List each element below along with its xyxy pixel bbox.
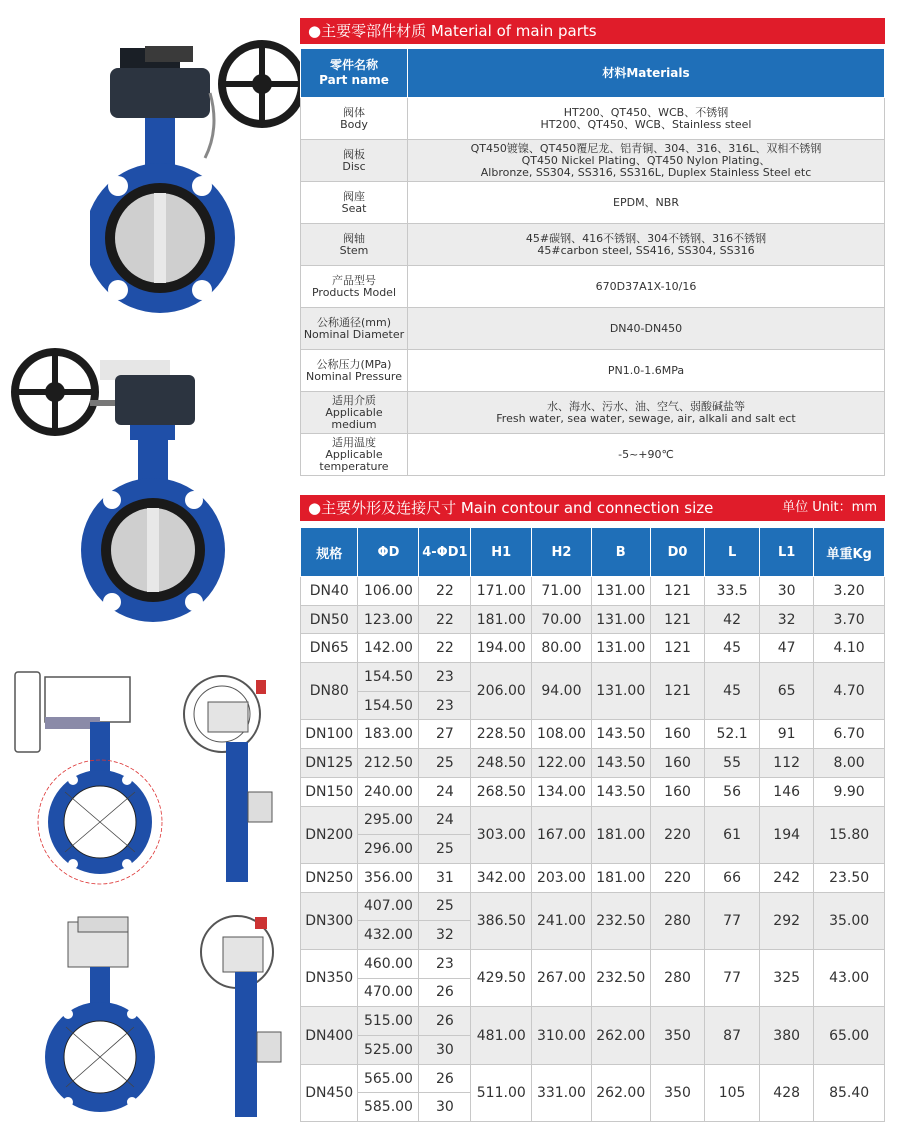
valve-photo-gear-side [10,340,240,640]
dimension-row [301,1064,885,1093]
phiD-cell: 407.00 [358,892,419,921]
b-cell: 143.50 [591,777,650,806]
h1-cell: 248.50 [471,749,532,778]
part-name-en: Applicable medium [325,405,383,431]
dim-header-cell: 4-ΦD1 [419,528,471,577]
dim-header-cell: H2 [532,528,591,577]
h2-cell: 108.00 [532,720,591,749]
material-row [301,392,885,434]
l1-cell: 146 [760,777,814,806]
h2-cell: 310.00 [532,1007,591,1064]
l-cell: 105 [705,1064,760,1121]
materials-title: ●主要零部件材质 Material of main parts [308,22,597,40]
dimensions-banner [300,495,885,521]
l-cell: 87 [705,1007,760,1064]
l1-cell: 242 [760,863,814,892]
part-name-cell [301,182,408,224]
phiD1-cell: 26 [419,1064,471,1093]
size-cell: DN450 [301,1064,358,1121]
dim-header-cell: ΦD [358,528,419,577]
phiD1-cell: 23 [419,691,471,720]
phiD1-cell: 22 [419,634,471,663]
phiD1-cell: 26 [419,978,471,1007]
material-row [301,434,885,476]
weight-cell: 35.00 [814,892,885,949]
header-materials: 材料Materials [408,49,885,98]
phiD-cell: 240.00 [358,777,419,806]
h2-cell: 134.00 [532,777,591,806]
d0-cell: 280 [650,949,704,1006]
phiD1-cell: 30 [419,1093,471,1122]
h1-cell: 481.00 [471,1007,532,1064]
material-text: 45#carbon steel, SS416, SS304, SS316 [537,243,755,257]
unit-label: 单位 Unit：mm [782,500,877,515]
weight-cell: 3.20 [814,577,885,606]
h1-cell: 228.50 [471,720,532,749]
d0-cell: 121 [650,605,704,634]
part-name-cell [301,98,408,140]
h1-cell: 511.00 [471,1064,532,1121]
material-text: PN1.0-1.6MPa [607,363,685,377]
part-name-en: Nominal Diameter [303,327,405,341]
dimensions-table [300,527,885,1122]
part-name-en: Body [340,117,368,131]
dimension-row [301,777,885,806]
material-text: HT200、QT450、WCB、不锈钢 [563,105,729,119]
b-cell: 131.00 [591,605,650,634]
phiD1-cell: 32 [419,921,471,950]
part-name-cn: 阀轴 [343,231,365,245]
dimension-row [301,892,885,921]
material-cell [408,140,885,182]
weight-cell: 3.70 [814,605,885,634]
weight-cell: 23.50 [814,863,885,892]
material-text: Fresh water, sea water, sewage, air, alkali and salt ect [496,411,796,425]
phiD1-cell: 31 [419,863,471,892]
material-row [301,266,885,308]
material-text: 670D37A1X-10/16 [595,279,697,293]
h1-cell: 429.50 [471,949,532,1006]
h2-cell: 70.00 [532,605,591,634]
part-name-en: Seat [341,201,367,215]
phiD-cell: 515.00 [358,1007,419,1036]
h1-cell: 268.50 [471,777,532,806]
dimension-row [301,863,885,892]
d0-cell: 121 [650,663,704,720]
part-name-en: Applicable temperature [319,447,389,473]
l-cell: 45 [705,634,760,663]
l1-cell: 30 [760,577,814,606]
phiD-cell: 154.50 [358,663,419,692]
size-cell: DN250 [301,863,358,892]
phiD-cell: 470.00 [358,978,419,1007]
part-name-cn: 公称通径(mm) [316,315,391,329]
phiD-cell: 565.00 [358,1064,419,1093]
b-cell: 232.50 [591,892,650,949]
l-cell: 77 [705,892,760,949]
materials-banner [300,18,885,44]
material-text: 45#碳钢、416不锈钢、304不锈钢、316不锈钢 [525,231,767,245]
phiD-cell: 123.00 [358,605,419,634]
size-cell: DN100 [301,720,358,749]
h1-cell: 181.00 [471,605,532,634]
weight-cell: 8.00 [814,749,885,778]
material-text: 水、海水、污水、油、空气、弱酸碱盐等 [547,399,745,413]
h2-cell: 80.00 [532,634,591,663]
b-cell: 131.00 [591,663,650,720]
h1-cell: 386.50 [471,892,532,949]
b-cell: 181.00 [591,863,650,892]
b-cell: 262.00 [591,1007,650,1064]
d0-cell: 350 [650,1064,704,1121]
material-text: QT450镀镍、QT450覆尼龙、铝青铜、304、316、316L、双相不锈钢 [470,141,822,155]
b-cell: 143.50 [591,749,650,778]
l-cell: 45 [705,663,760,720]
h1-cell: 206.00 [471,663,532,720]
phiD1-cell: 24 [419,806,471,835]
b-cell: 143.50 [591,720,650,749]
phiD1-cell: 25 [419,892,471,921]
part-name-cn: 适用介质 [332,393,376,407]
header-part-cn: 零件名称 [329,58,378,72]
l1-cell: 112 [760,749,814,778]
part-name-cn: 适用温度 [332,435,376,449]
l1-cell: 32 [760,605,814,634]
material-cell [408,350,885,392]
phiD-cell: 142.00 [358,634,419,663]
phiD-cell: 183.00 [358,720,419,749]
phiD1-cell: 30 [419,1036,471,1065]
h2-cell: 267.00 [532,949,591,1006]
material-text: QT450 Nickel Plating、QT450 Nylon Plating、 [521,153,771,167]
phiD1-cell: 22 [419,577,471,606]
b-cell: 232.50 [591,949,650,1006]
dimensions-title: ●主要外形及连接尺寸 Main contour and connection size [308,499,714,517]
h2-cell: 331.00 [532,1064,591,1121]
h2-cell: 241.00 [532,892,591,949]
material-cell [408,308,885,350]
material-cell [408,98,885,140]
dim-header-cell: 单重Kg [814,528,885,577]
material-cell [408,434,885,476]
l-cell: 42 [705,605,760,634]
part-name-cn: 产品型号 [332,273,376,287]
material-cell [408,224,885,266]
material-row [301,224,885,266]
material-text: EPDM、NBR [613,195,679,209]
phiD1-cell: 23 [419,949,471,978]
size-cell: DN150 [301,777,358,806]
part-name-cell [301,434,408,476]
phiD-cell: 295.00 [358,806,419,835]
size-cell: DN350 [301,949,358,1006]
b-cell: 131.00 [591,634,650,663]
size-cell: DN200 [301,806,358,863]
material-row [301,350,885,392]
part-name-cell [301,266,408,308]
drawing-front-view-1 [5,662,165,887]
phiD1-cell: 25 [419,749,471,778]
material-text: -5~+90℃ [618,447,674,461]
part-name-en: Products Model [311,285,397,299]
size-cell: DN80 [301,663,358,720]
weight-cell: 9.90 [814,777,885,806]
l-cell: 77 [705,949,760,1006]
phiD-cell: 296.00 [358,835,419,864]
dim-header-cell: D0 [650,528,704,577]
dimension-row [301,720,885,749]
part-name-cn: 公称压力(MPa) [316,357,392,371]
material-cell [408,392,885,434]
b-cell: 181.00 [591,806,650,863]
h1-cell: 194.00 [471,634,532,663]
part-name-cell [301,140,408,182]
material-text: Albronze, SS304, SS316, SS316L, Duplex Stainless Steel etc [480,165,812,179]
h1-cell: 303.00 [471,806,532,863]
drawing-front-view-2 [38,912,173,1122]
dimension-row [301,949,885,978]
dim-header-cell: L [705,528,760,577]
drawing-side-view-1 [170,672,280,887]
l1-cell: 325 [760,949,814,1006]
valve-photo-gear-top [90,18,300,333]
weight-cell: 43.00 [814,949,885,1006]
phiD-cell: 585.00 [358,1093,419,1122]
h2-cell: 203.00 [532,863,591,892]
h2-cell: 167.00 [532,806,591,863]
phiD1-cell: 22 [419,605,471,634]
phiD-cell: 106.00 [358,577,419,606]
phiD1-cell: 25 [419,835,471,864]
part-name-cell [301,392,408,434]
material-cell [408,266,885,308]
illustration-column [0,0,300,1131]
h2-cell: 94.00 [532,663,591,720]
part-name-en: Stem [339,243,369,257]
part-name-cn: 阀体 [343,105,365,119]
d0-cell: 121 [650,634,704,663]
l1-cell: 47 [760,634,814,663]
dimension-row [301,605,885,634]
material-row [301,140,885,182]
phiD1-cell: 27 [419,720,471,749]
h2-cell: 122.00 [532,749,591,778]
weight-cell: 85.40 [814,1064,885,1121]
size-cell: DN300 [301,892,358,949]
d0-cell: 160 [650,777,704,806]
l1-cell: 292 [760,892,814,949]
b-cell: 131.00 [591,577,650,606]
weight-cell: 4.70 [814,663,885,720]
dimension-row [301,806,885,835]
drawing-side-view-2 [185,912,285,1122]
part-name-cn: 阀板 [343,147,365,161]
b-cell: 262.00 [591,1064,650,1121]
phiD-cell: 525.00 [358,1036,419,1065]
size-cell: DN125 [301,749,358,778]
phiD1-cell: 23 [419,663,471,692]
phiD-cell: 212.50 [358,749,419,778]
l1-cell: 194 [760,806,814,863]
material-text: DN40-DN450 [609,321,683,335]
material-row [301,98,885,140]
material-cell [408,182,885,224]
dim-header-cell: H1 [471,528,532,577]
dimension-row [301,577,885,606]
l1-cell: 380 [760,1007,814,1064]
dim-header-cell: B [591,528,650,577]
h1-cell: 171.00 [471,577,532,606]
weight-cell: 6.70 [814,720,885,749]
l-cell: 66 [705,863,760,892]
dimension-row [301,749,885,778]
h1-cell: 342.00 [471,863,532,892]
phiD1-cell: 26 [419,1007,471,1036]
part-name-en: Disc [342,159,366,173]
weight-cell: 4.10 [814,634,885,663]
dim-header-cell: L1 [760,528,814,577]
size-cell: DN400 [301,1007,358,1064]
material-text: HT200、QT450、WCB、Stainless steel [540,117,752,131]
material-row [301,182,885,224]
d0-cell: 220 [650,863,704,892]
h2-cell: 71.00 [532,577,591,606]
l-cell: 52.1 [705,720,760,749]
size-cell: DN40 [301,577,358,606]
l1-cell: 65 [760,663,814,720]
dimension-row [301,1007,885,1036]
d0-cell: 350 [650,1007,704,1064]
part-name-cell [301,308,408,350]
part-name-cell [301,224,408,266]
part-name-cell [301,350,408,392]
l1-cell: 428 [760,1064,814,1121]
size-cell: DN50 [301,605,358,634]
d0-cell: 220 [650,806,704,863]
material-row [301,308,885,350]
l1-cell: 91 [760,720,814,749]
dimension-row [301,634,885,663]
d0-cell: 160 [650,720,704,749]
dim-header-cell: 规格 [301,528,358,577]
d0-cell: 121 [650,577,704,606]
l-cell: 55 [705,749,760,778]
materials-table [300,48,885,476]
part-name-cn: 阀座 [343,189,365,203]
d0-cell: 160 [650,749,704,778]
part-name-en: Nominal Pressure [306,369,402,383]
dimension-row [301,663,885,692]
l-cell: 61 [705,806,760,863]
weight-cell: 15.80 [814,806,885,863]
size-cell: DN65 [301,634,358,663]
header-part-en: Part name [319,73,389,87]
phiD-cell: 460.00 [358,949,419,978]
phiD-cell: 356.00 [358,863,419,892]
phiD1-cell: 24 [419,777,471,806]
phiD-cell: 154.50 [358,691,419,720]
weight-cell: 65.00 [814,1007,885,1064]
d0-cell: 280 [650,892,704,949]
phiD-cell: 432.00 [358,921,419,950]
l-cell: 56 [705,777,760,806]
l-cell: 33.5 [705,577,760,606]
header-part-name [301,49,408,98]
